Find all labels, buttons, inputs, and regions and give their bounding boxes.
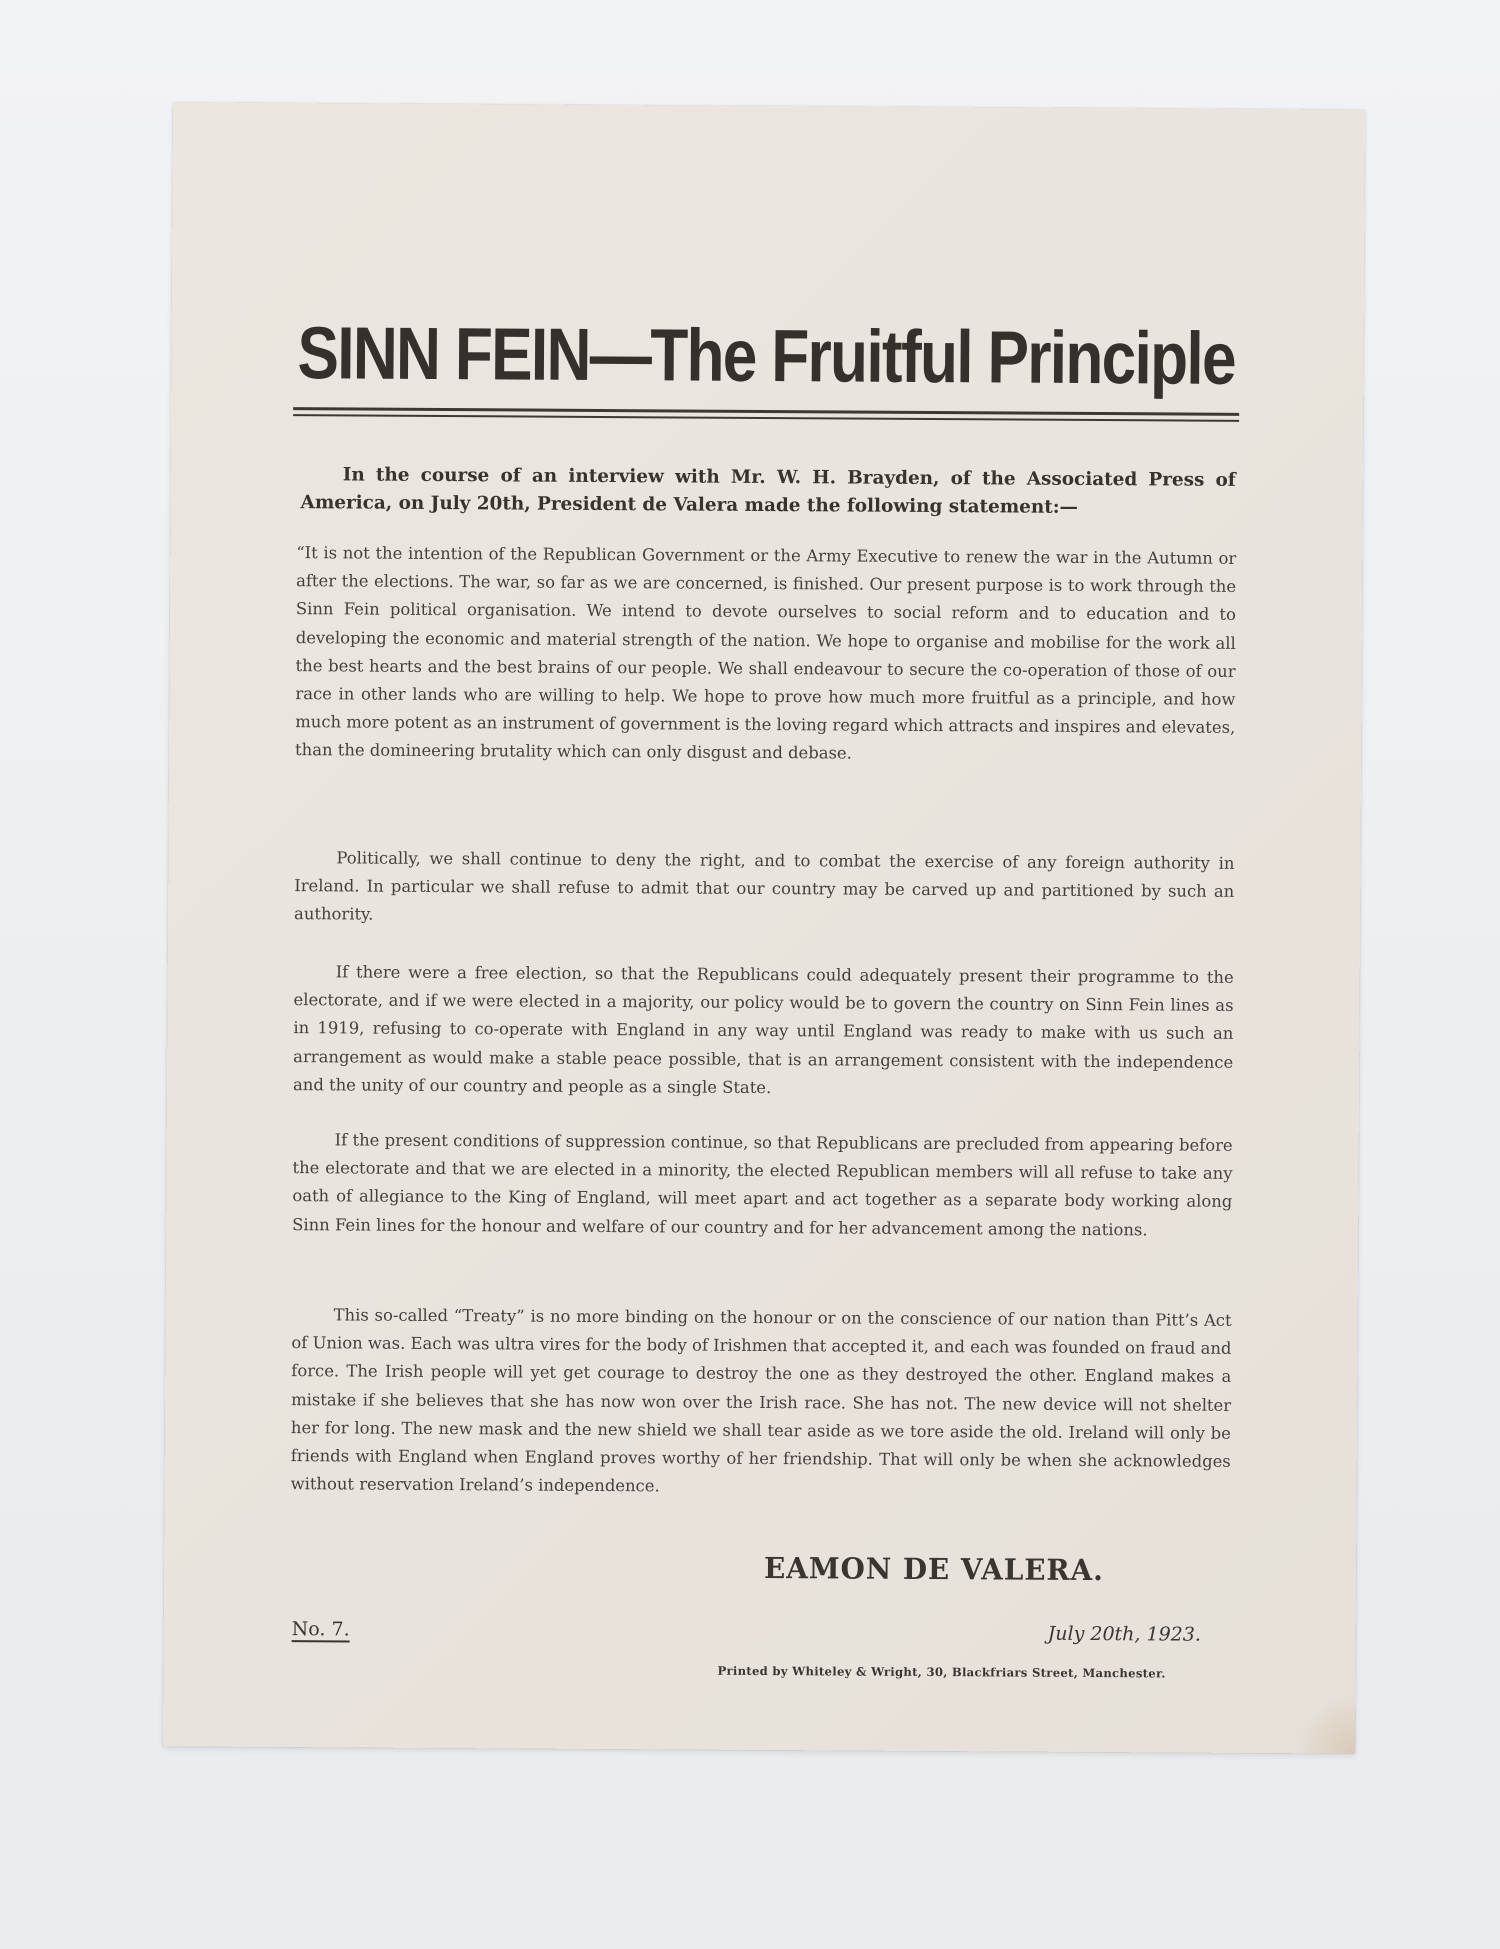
printer-imprint: Printed by Whiteley & Wright, 30, Blackfriars Street, Manchester.	[717, 1663, 1166, 1681]
signature: EAMON DE VALERA.	[763, 1551, 1104, 1588]
statement-paragraph-2: Politically, we shall continue to deny the right, and to combat the exercise of any foreign authority in Ireland. In particular we shall refuse to admit that our country may be carved up and partitioned by such an authority.	[294, 848, 1235, 925]
leaflet-title: SINN FEIN—The Fruitful Principle	[297, 311, 1236, 400]
title-rule-thin	[293, 414, 1239, 422]
statement-paragraph-3: If there were a free election, so that the Republicans could adequately present their programme to the electorate, and if we were elected in a majority, our policy would be to govern the country on Sinn Fein lines as in 1919, refusing to co-operate with England in any way until England was ready to make with us such an arrangement as would make a stable peace possible, that is an arrangement consistent with the independence and the unity of our country and people as a single State.	[292, 962, 1234, 1097]
leaflet-date: July 20th, 1923.	[1047, 1622, 1201, 1646]
statement-paragraph-1: “It is not the intention of the Republican Government or the Army Executive to renew the war in the Autumn or after the elections. The war, so far as we are concerned, is finished. Our present purpose is to work through the Sinn Fein political organisation. We intend to devote ourselves to social reform and to education and to developing the economic and material strength of the nation. We hope to organise and mobilise for the work all the best hearts and the best brains of our people. We shall endeavour to secure the co-operation of those of our race in other lands who are willing to help. We hope to prove how much more fruitful as a principle, and how much more potent as an instrument of government is the loving regard which attracts and inspires and elevates, than the domineering brutality which can only disgust and debase.	[295, 543, 1237, 763]
leaflet-sheet	[163, 102, 1365, 1753]
leaflet-number: No. 7.	[291, 1618, 350, 1641]
intro-paragraph: In the course of an interview with Mr. W. H. Brayden, of the Associated Press of America, on July 20th, President de Valera made the following statement:—	[300, 464, 1236, 518]
statement-paragraph-4: If the present conditions of suppression continue, so that Republicans are precluded from appearing before the electorate and that we are elected in a minority, the elected Republican members will all refuse to take any oath of allegiance to the King of England, will meet apart and act together as a separate body working along Sinn Fein lines for the honour and welfare of our country and for her advancement among the nations.	[292, 1130, 1233, 1239]
statement-paragraph-5: This so-called “Treaty” is no more binding on the honour or on the conscience of our nation than Pitt’s Act of Union was. Each was ultra vires for the body of Irishmen that accepted it, and each was founded on fraud and force. The Irish people will yet get courage to destroy the one as they destroyed the other. England makes a mistake if she believes that she has now won over the Irish race. She has not. The new device will not shelter her for long. The new mask and the new shield we shall tear aside as we tore aside the old. Ireland will only be friends with England when England proves worthy of her friendship. That will only be when she acknowledges without reservation Ireland’s independence.	[290, 1305, 1232, 1496]
